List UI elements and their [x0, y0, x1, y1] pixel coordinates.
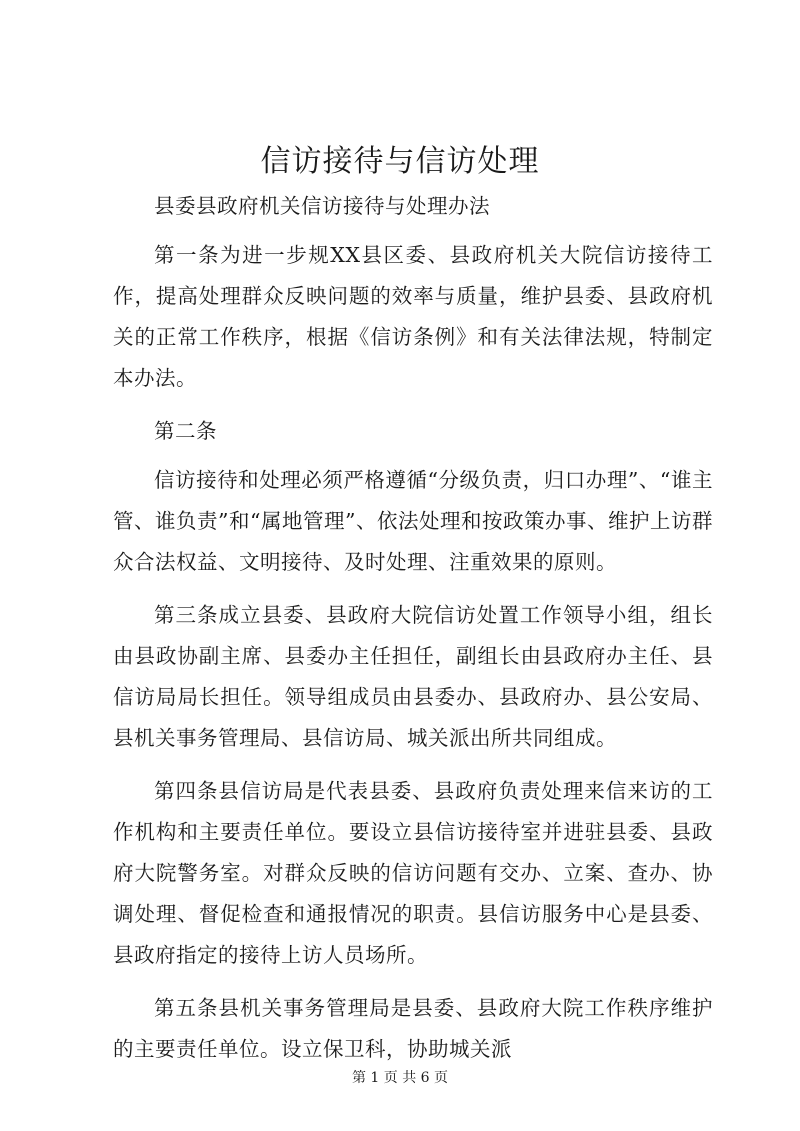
paragraph-article-2-heading: 第二条 [154, 419, 217, 443]
page-footer: 第 1 页 共 6 页 [351, 1070, 449, 1086]
document-title: 信访接待与信访处理 [260, 144, 540, 179]
paragraph-subtitle: 县委县政府机关信访接待与处理办法 [154, 194, 490, 218]
paragraph-article-3: 第三条成立县委、县政府大院信访处置工作领导小组，组长由县政协副主席、县委办主任担任，副组长由县政府办主任、县信访局局长担任。领导组成员由县委办、县政府办、县公安局、县机关事务管理局、县信访局、城关派出所共同组成。 [113, 603, 713, 750]
document-body [113, 186, 713, 1082]
paragraph-article-4: 第四条县信访局是代表县委、县政府负责处理来信来访的工作机构和主要责任单位。要设立县信访接待室并进驻县委、县政府大院警务室。对群众反映的信访问题有交办、立案、查办、协调处理、督促检查和通报情况的职责。县信访服务中心是县委、县政府指定的接待上访人员场所。 [113, 779, 713, 967]
paragraph-article-2-body: 信访接待和处理必须严格遵循“分级负责，归口办理”、“谁主管、谁负责”和“属地管理”、依法处理和按政策办事、维护上访群众合法权益、文明接待、及时处理、注重效果的原则。 [113, 468, 713, 574]
paragraph-article-1: 第一条为进一步规XX县区委、县政府机关大院信访接待工作，提高处理群众反映问题的效率与质量，维护县委、县政府机关的正常工作秩序，根据《信访条例》和有关法律法规，特制定本办法。 [113, 243, 713, 390]
paragraph-article-5: 第五条县机关事务管理局是县委、县政府大院工作秩序维护的主要责任单位。设立保卫科，协助城关派 [113, 996, 713, 1061]
